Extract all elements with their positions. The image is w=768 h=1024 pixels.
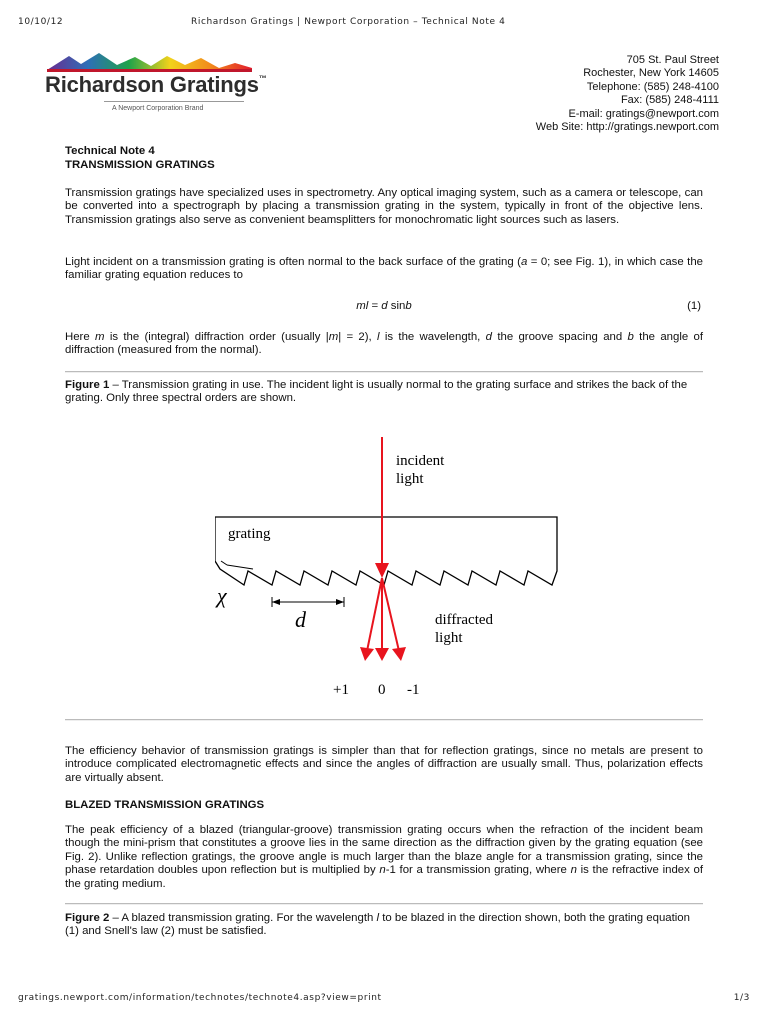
logo-name: Richardson Gratings xyxy=(45,72,259,97)
diffracted-ray-plus xyxy=(367,578,382,651)
divider xyxy=(65,371,703,373)
arrowhead-plus xyxy=(360,647,374,661)
text-run: | = 2), xyxy=(338,331,378,343)
label-incident: incident xyxy=(396,453,445,469)
label-diffracted: diffracted xyxy=(435,612,494,628)
browser-print-footer xyxy=(0,993,768,1005)
note-number: Technical Note 4 xyxy=(65,145,155,157)
text-run: is the refractive index of the grating medium. xyxy=(65,864,704,890)
text-run: Light incident on a transmission grating is often normal to the back surface of the grating ( xyxy=(65,256,521,268)
text-run: -1 for a transmission grating, where xyxy=(385,864,571,877)
text-run: Here xyxy=(65,331,96,343)
beta-symbol: b xyxy=(627,331,634,343)
grating-equation xyxy=(65,300,703,314)
text-run: the groove spacing and xyxy=(492,331,628,343)
intro-paragraph: Transmission gratings have specialized uses in spectrometry. Any optical imaging system, such as a camera or telescope, can be converted into a spectrograph by placing a transmission grating in the system, typically in front of the objective lens. Transmission gratings also serve as convenient beamsplitters for monochromatic light sources such as lasers. xyxy=(65,187,703,226)
divider xyxy=(65,903,703,905)
text-run: = 0; see Fig. 1), in which case the familiar grating equation reduces to xyxy=(65,256,703,282)
browser-print-header xyxy=(0,17,768,29)
eq-equals: = xyxy=(368,300,382,312)
diffracted-ray-minus xyxy=(382,578,399,651)
text-run: the angle of diffraction (measured from the normal). xyxy=(65,331,704,357)
contact-block xyxy=(536,54,719,134)
d-symbol: d xyxy=(485,331,493,343)
technote-content xyxy=(65,145,704,938)
page-number: 1/3 xyxy=(733,993,750,1003)
contact-telephone: Telephone: (585) 248-4100 xyxy=(586,80,719,93)
figure2-caption xyxy=(65,912,703,939)
blazed-paragraph xyxy=(65,824,703,891)
section-heading-blazed: BLAZED TRANSMISSION GRATINGS xyxy=(65,799,265,811)
d-arrow-left xyxy=(272,599,280,605)
divider xyxy=(65,719,703,721)
label-order-minus1: -1 xyxy=(407,682,420,698)
lambda-symbol: l xyxy=(377,331,380,343)
text-run: is the wavelength, xyxy=(379,331,486,343)
arrowhead-minus xyxy=(392,647,406,661)
n-symbol: n xyxy=(379,864,386,877)
d-arrow-right xyxy=(336,599,344,605)
label-grating: grating xyxy=(228,526,271,542)
arrowhead-zero xyxy=(375,648,389,661)
figure1-diagram xyxy=(215,437,615,707)
efficiency-paragraph: The efficiency behavior of transmission gratings is simpler than that for reflection gratings, since no metals are present to introduce complicated electromagnetic effects and since the angles of diffraction are usually small. Thus, polarization effects are virtually absent. xyxy=(65,745,703,784)
eq-d: d xyxy=(381,300,388,312)
definitions-paragraph xyxy=(65,331,703,358)
label-diffracted-light: light xyxy=(435,630,463,646)
n-symbol: n xyxy=(570,864,577,877)
contact-fax: Fax: (585) 248-4111 xyxy=(620,94,719,107)
label-order-plus1: +1 xyxy=(333,682,349,698)
figure2-caption-text: – A blazed transmission grating. For the wavelength xyxy=(109,912,377,924)
eq-sin: sin xyxy=(387,300,406,312)
contact-street: 705 St. Paul Street xyxy=(626,54,719,66)
figure1-caption-text: – Transmission grating in use. The incident light is usually normal to the grating surface and strikes the back of the grating. Only three spectral orders are shown. xyxy=(65,379,688,405)
figure1-caption xyxy=(65,379,703,406)
logo-wordmark xyxy=(45,72,267,98)
eq-ml: ml xyxy=(356,300,369,312)
chi-mark xyxy=(227,565,253,569)
trademark-symbol: ™ xyxy=(258,74,267,83)
alpha-symbol: a xyxy=(520,256,528,268)
eq-b: b xyxy=(405,300,412,312)
richardson-gratings-logo[interactable] xyxy=(44,52,267,117)
lambda-symbol: l xyxy=(376,912,380,924)
label-order-zero: 0 xyxy=(378,682,386,698)
contact-email[interactable]: E-mail: gratings@newport.com xyxy=(568,107,719,120)
print-date: 10/10/12 xyxy=(18,17,64,27)
figure1-label: Figure 1 xyxy=(65,379,110,391)
note-title: TRANSMISSION GRATINGS xyxy=(65,158,215,171)
equation-formula xyxy=(65,300,703,313)
chi-arrow xyxy=(221,561,227,565)
text-run: The peak efficiency of a blazed (triangular-groove) transmission grating occurs when the refraction of the incident beam though the mini-prism that constitutes a groove lies in the same direction as the diffraction given by the grating equation (see Fig. 2). Unlike reflection gratings, the groove angle is much larger than the blaze angle for a transmission grating, since the phase retardation doubles upon reflection but is multiplied by xyxy=(65,824,703,877)
print-title: Richardson Gratings | Newport Corporation – Technical Note 4 xyxy=(191,17,506,27)
m-symbol: m xyxy=(328,331,339,343)
contact-city: Rochester, New York 14605 xyxy=(583,67,719,80)
label-incident-light: light xyxy=(396,471,424,487)
figure2-label: Figure 2 xyxy=(65,912,110,924)
equation-number: (1) xyxy=(687,300,701,312)
logo-divider xyxy=(104,101,244,102)
logo-tagline: A Newport Corporation Brand xyxy=(112,105,204,112)
normal-incidence-paragraph xyxy=(65,256,703,283)
contact-website[interactable]: Web Site: http://gratings.newport.com xyxy=(535,121,719,134)
figure2-caption-text: to be blazed in the direction shown, both the grating equation (1) and Snell's law (2) must be satisfied. xyxy=(65,912,690,938)
m-symbol: m xyxy=(95,331,105,343)
label-chi: χ xyxy=(217,583,227,608)
text-run: is the (integral) diffraction order (usually | xyxy=(104,331,329,343)
label-d: d xyxy=(295,607,306,632)
print-url: gratings.newport.com/information/technotes/technote4.asp?view=print xyxy=(18,993,382,1003)
